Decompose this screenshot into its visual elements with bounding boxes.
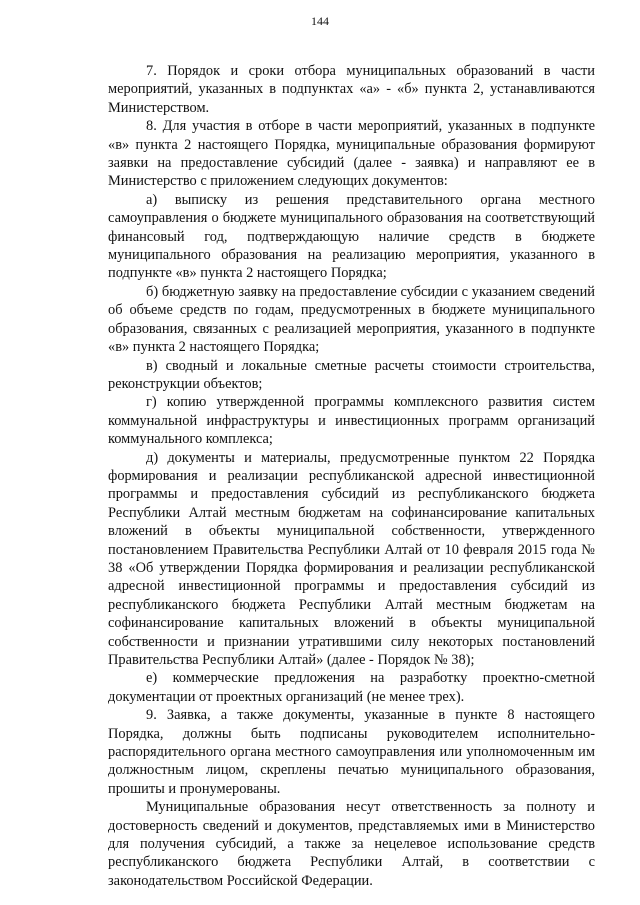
list-item-d-documents-materials: д) документы и материалы, предусмотренные пунктом 22 Порядка формирования и реализации республиканской адресной инвестиционной программы и предоставления субсидий из республиканского бюджета Республики Алтай местным бюджетам на софинансирование капитальных вложений в объекты муниципальной собственности, утвержденного постановлением Правительства Республики Алтай от 10 февраля 2015 года № 38 «Об утверждении Порядка формирования и реализации республиканской адресной инвестиционной программы и предоставления субсидий из республиканского бюджета Республики Алтай местным бюджетам на софинансирование капитальных вложений в объекты муниципальной собственности и признании утратившими силу некоторых постановлений Правительства Республики Алтай» (далее - Порядок № 38); <box>108 449 595 668</box>
document-body <box>108 62 595 890</box>
list-item-a-budget-extract: а) выписку из решения представительного органа местного самоуправления о бюджете муниципального образования на соответствующий финансовый год, подтверждающую наличие средств в бюджете муниципального образования на реализацию мероприятия, указанного в подпункте «в» пункта 2 настоящего Порядка; <box>108 191 595 282</box>
paragraph-responsibility: Муниципальные образования несут ответственность за полноту и достоверность сведений и документов, представляемых ими в Министерство для получения субсидий, а также за нецелевое использование средств республиканского бюджета Республики Алтай, в соответствии с законодательством Российской Федерации. <box>108 799 595 889</box>
list-item-v-cost-estimates: в) сводный и локальные сметные расчеты стоимости строительства, реконструкции объектов; <box>108 357 595 392</box>
paragraph-7-selection-order: 7. Порядок и сроки отбора муниципальных образований в части мероприятий, указанных в подпунктах «а» - «б» пункта 2, устанавливаются Министерством. <box>108 63 595 116</box>
list-item-e-commercial-offers: е) коммерческие предложения на разработку проектно-сметной документации от проектных организаций (не менее трех). <box>108 670 595 705</box>
paragraph-9-signing-requirements: 9. Заявка, а также документы, указанные в пункте 8 настоящего Порядка, должны быть подписаны руководителем исполнительно-распорядительного органа местного самоуправления или уполномоченным им должностным лицом, скреплены печатью муниципального образования, прошиты и пронумерованы. <box>108 707 595 797</box>
page-number: 144 <box>311 14 329 28</box>
list-item-g-development-program: г) копию утвержденной программы комплексного развития систем коммунальной инфраструктуры и инвестиционных программ организаций коммунального комплекса; <box>108 394 595 448</box>
paragraph-8-application-requirements: 8. Для участия в отборе в части мероприятий, указанных в подпункте «в» пункта 2 настоящего Порядка, муниципальные образования формируют заявки на предоставление субсидий (далее - заявка) и направляют ее в Министерство с приложением следующих документов: <box>108 118 595 190</box>
list-item-b-budget-request: б) бюджетную заявку на предоставление субсидии с указанием сведений об объеме средств по годам, предусмотренных в бюджете муниципального образования, связанных с реализацией мероприятия, указанного в подпункте «в» пункта 2 настоящего Порядка; <box>108 283 595 356</box>
